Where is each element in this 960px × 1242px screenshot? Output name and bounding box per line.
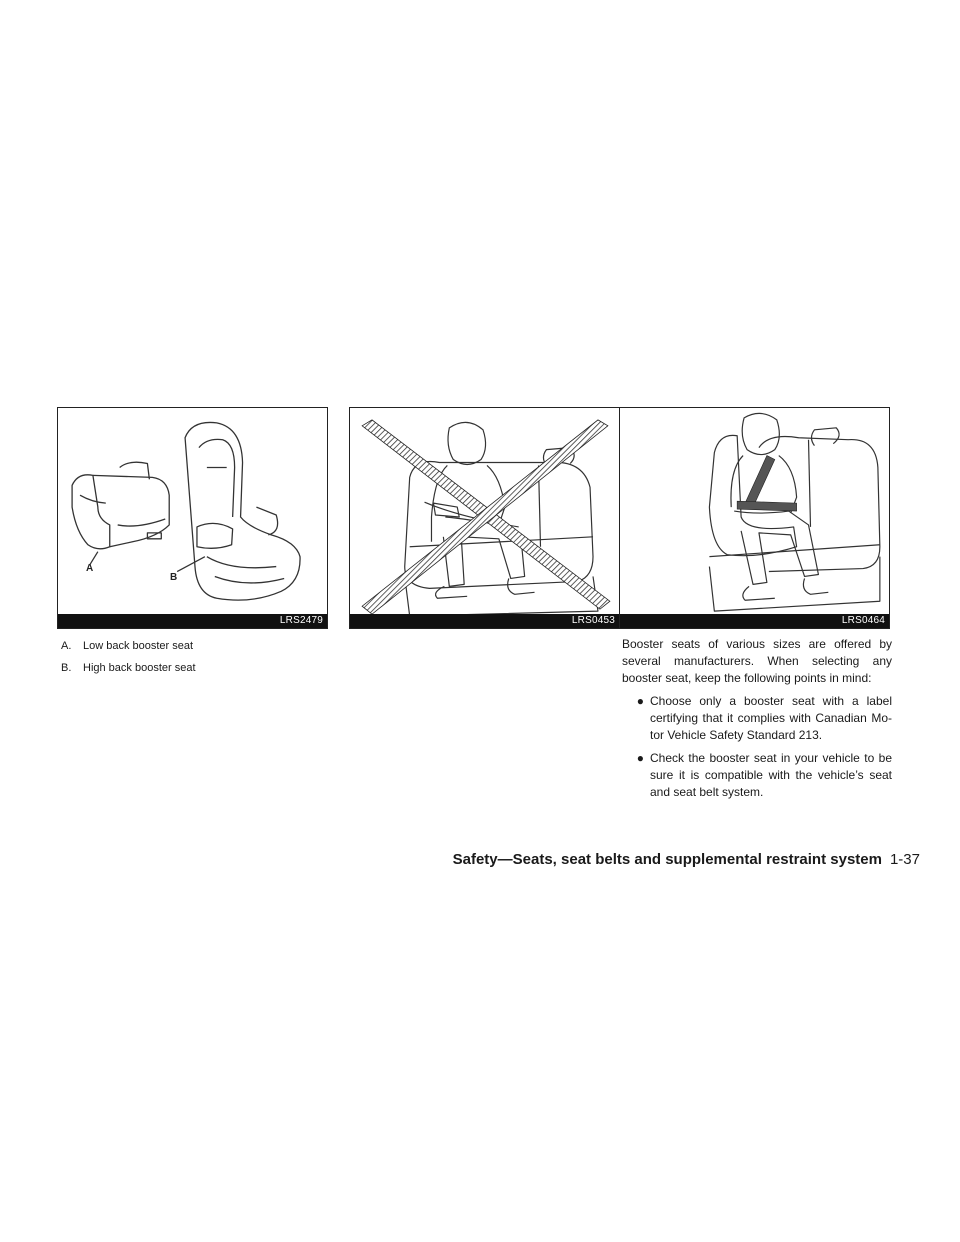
caption-key: A. — [61, 640, 72, 652]
caption-item — [61, 640, 321, 652]
caption-key: B. — [61, 662, 72, 674]
bullet-item — [622, 693, 892, 744]
bullet-list — [622, 693, 892, 801]
page-footer — [453, 851, 920, 868]
figure-caption-list — [61, 640, 321, 684]
page-number: 1-37 — [889, 851, 920, 868]
child-in-booster-seat-illustration — [620, 408, 889, 628]
figure-incorrect-use — [349, 407, 620, 629]
caption-text: Low back booster seat — [83, 640, 194, 652]
bullet-item — [622, 750, 892, 801]
booster-seats-illustration — [58, 408, 327, 628]
bullet-text: Check the booster seat in your vehicle to be sure it is compatible with the vehicle’s seat and seat belt system. — [650, 751, 892, 799]
bullet-icon: ● — [636, 751, 644, 765]
label-b: B — [170, 572, 178, 583]
figure-code: LRS0453 — [350, 614, 619, 628]
label-a: A — [86, 563, 94, 574]
figure-code: LRS0464 — [620, 614, 889, 628]
figure-code: LRS2479 — [58, 614, 327, 628]
caption-text: High back booster seat — [83, 662, 196, 674]
body-text-column — [622, 636, 892, 807]
bullet-icon: ● — [636, 694, 644, 708]
incorrect-seat-belt-use-illustration — [350, 408, 619, 628]
bullet-text: Choose only a booster seat with a label certifying that it complies with Canadian Mo-tor Vehicle Safety Standard 213. — [650, 694, 892, 742]
caption-item — [61, 662, 321, 674]
figure-booster-seats — [57, 407, 328, 629]
section-title: Safety—Seats, seat belts and supplemental restraint system — [452, 851, 882, 868]
figure-correct-use — [619, 407, 890, 629]
intro-paragraph: Booster seats of various sizes are offered by several manufacturers. When selecting any booster seat, keep the following points in mind: — [622, 637, 892, 685]
